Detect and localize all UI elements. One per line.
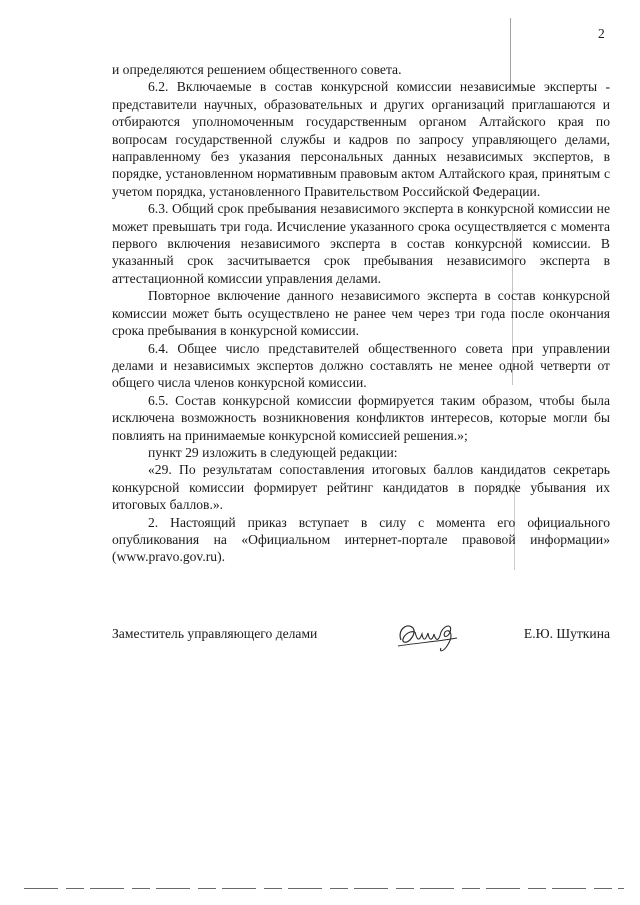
document-body: [112, 61, 610, 566]
paragraph-6-4: 6.4. Общее число представителей общественного совета при управлении делами и независимых экспертов должно составлять не менее одной четверти от общего числа членов конкурсной комиссии.: [112, 340, 610, 391]
handwritten-signature: [395, 616, 463, 656]
paragraph-6-5: 6.5. Состав конкурсной комиссии формируется таким образом, чтобы была исключена возможность возникновения конфликтов интересов, которые могли бы повлиять на принимаемые конкурсной комиссией решения.»;: [112, 392, 610, 443]
paragraph-item-29: «29. По результатам сопоставления итоговых баллов кандидатов секретарь конкурсной комиссии формирует рейтинг кандидатов в порядке убывания их итоговых баллов.».: [112, 462, 610, 513]
paragraph-6-3: 6.3. Общий срок пребывания независимого эксперта в конкурсной комиссии не может превышать три года. Исчисление указанного срока осуществляется с момента первого включения независимого эксперта в состав конкурсной комиссии. В указанный срок засчитывается срок пребывания независимого эксперта в аттестационной комиссии управления делами.: [112, 201, 610, 286]
signatory-name: Е.Ю. Шуткина: [523, 626, 610, 641]
paragraph-effective-date: 2. Настоящий приказ вступает в силу с момента его официального опубликования на «Официальном интернет-портале правовой информации» (www.pravo.gov.ru).: [112, 514, 610, 565]
paragraph-item-29-intro: пункт 29 изложить в следующей редакции:: [148, 444, 398, 460]
paragraph-continuation: и определяются решением общественного совета.: [112, 62, 402, 77]
page-number: 2: [598, 26, 605, 41]
scan-edge-line: [24, 888, 624, 889]
paragraph-repeat-inclusion: Повторное включение данного независимого эксперта в состав конкурсной комиссии может быть осуществлено не ранее чем через три года после окончания срока пребывания в конкурсной комиссии.: [112, 288, 610, 339]
paragraph-6-2: 6.2. Включаемые в состав конкурсной комиссии независимые эксперты - представители научных, образовательных и других организаций приглашаются и отбираются уполномоченным государственным органом Алтайского края по вопросам государственной службы и кадров по запросу управляющего делами, направленному без указания персональных данных независимых экспертов, в порядке, установленном нормативным правовым актом Алтайского края, принятым с учетом порядка, установленного Правительством Российской Федерации.: [112, 79, 610, 199]
signatory-title: Заместитель управляющего делами: [112, 626, 318, 641]
signature-block: [112, 622, 610, 662]
